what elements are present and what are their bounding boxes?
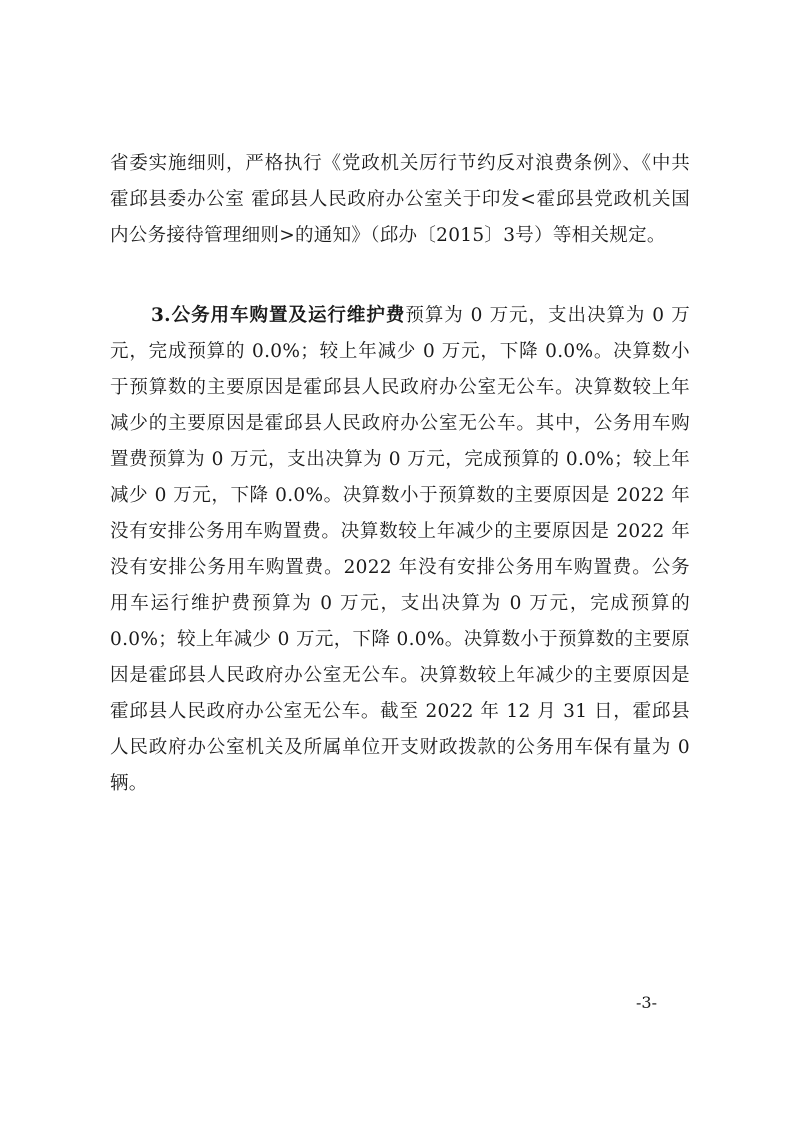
section-heading-vehicle-expenses: 3.公务用车购置及运行维护费 bbox=[151, 305, 406, 326]
paragraph-vehicle-expenses-body: 预算为 0 万元，支出决算为 0 万元，完成预算的 0.0%；较上年减少 0 万元，下降 0.0%。决算数小于预算数的主要原因是霍邱县人民政府办公室无公车。决算数较上年减少的主要原因是霍邱县人民政府办公室无公车。其中，公务用车购置费预算为 0 万元，支出决算为 0 万元，完成预算的 0.0%；较上年减少 0 万元，下降 0.0%。决算数小于预算数的主要原因是 2022 年没有安排公务用车购置费。决算数较上年减少的主要原因是 2022 年没有安排公务用车购置费。2022 年没有安排公务用车购置费。公务用车运行维护费预算为 0 万元，支出决算为 0 万元，完成预算的 0.0%；较上年减少 0 万元，下降 0.0%。决算数小于预算数的主要原因是霍邱县人民政府办公室无公车。决算数较上年减少的主要原因是霍邱县人民政府办公室无公车。截至 2022 年 12 月 31 日，霍邱县人民政府办公室机关及所属单位开支财政拨款的公务用车保有量为 0 辆。 bbox=[110, 305, 690, 794]
page-number: -3- bbox=[636, 993, 657, 1012]
paragraph-vehicle-expenses bbox=[110, 298, 690, 802]
paragraph-reception-rules: 省委实施细则，严格执行《党政机关厉行节约反对浪费条例》、《中共霍邱县委办公室 霍邱县人民政府办公室关于印发<霍邱县党政机关国内公务接待管理细则>的通知》（邱办〔2015〕3号）等相关规定。 bbox=[110, 153, 690, 246]
